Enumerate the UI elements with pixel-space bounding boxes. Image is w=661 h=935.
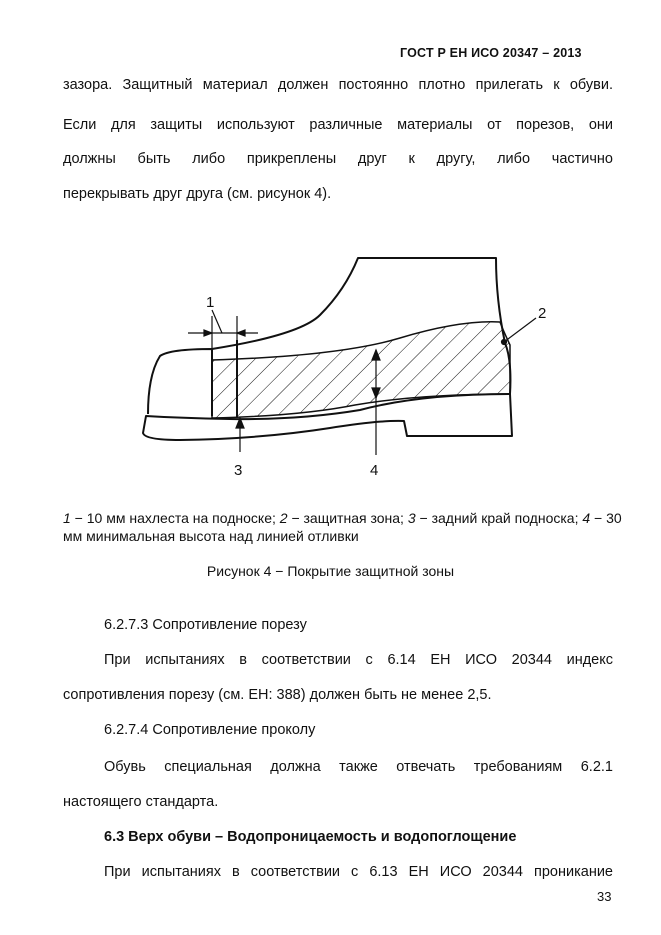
figure-caption: [63, 509, 623, 545]
section-6274-heading: 6.2.7.4 Сопротивление проколу: [104, 722, 316, 738]
section-6273-heading: 6.2.7.3 Сопротивление порезу: [104, 617, 307, 633]
intro-line-1: зазора. Защитный материал должен постоянно плотно прилегать к обуви.: [63, 77, 613, 93]
section-6274-line-2: настоящего стандарта.: [63, 794, 219, 810]
protective-zone-figure: [0, 240, 661, 490]
caption-number-2: 2: [279, 510, 288, 526]
intro-line-2: Если для защиты используют различные материалы от порезов, они: [63, 117, 613, 133]
caption-number-1: 1: [63, 510, 71, 526]
figure-label-3: 3: [234, 462, 243, 479]
section-6273-line-2: сопротивления порезу (см. ЕН: 388) должен быть не менее 2,5.: [63, 687, 492, 703]
caption-number-3: 3: [407, 510, 416, 526]
caption-text-1: − 10 мм нахлеста на подноске;: [70, 510, 280, 526]
protective-zone: [212, 322, 510, 418]
section-63-line-1: При испытаниях в соответствии с 6.13 ЕН ИСО 20344 проникание: [104, 864, 613, 880]
intro-line-4: перекрывать друг друга (см. рисунок 4).: [63, 186, 332, 202]
caption-number-4: 4: [582, 510, 591, 526]
figure-label-4: 4: [370, 462, 379, 479]
figure-label-1: 1: [206, 294, 215, 311]
page-number: 33: [597, 889, 612, 904]
intro-line-3: должны быть либо прикреплены друг к другу, либо частично: [63, 151, 613, 167]
figure-label-2: 2: [538, 305, 547, 322]
figure-title: Рисунок 4 − Покрытие защитной зоны: [206, 563, 455, 579]
caption-text-4: − 30 мм минимальная высота над линией отливки: [63, 510, 622, 544]
caption-text-2: − защитная зона;: [287, 510, 408, 526]
caption-text-3: − задний край подноска;: [415, 510, 583, 526]
toe-cap: [148, 349, 212, 416]
section-6273-line-1: При испытаниях в соответствии с 6.14 ЕН ИСО 20344 индекс: [104, 652, 613, 668]
section-63-heading: 6.3 Верх обуви – Водопроницаемость и водопоглощение: [104, 829, 517, 845]
section-6274-line-1: Обувь специальная должна также отвечать требованиям 6.2.1: [104, 759, 613, 775]
document-header: ГОСТ Р ЕН ИСО 20347 – 2013: [400, 46, 582, 60]
